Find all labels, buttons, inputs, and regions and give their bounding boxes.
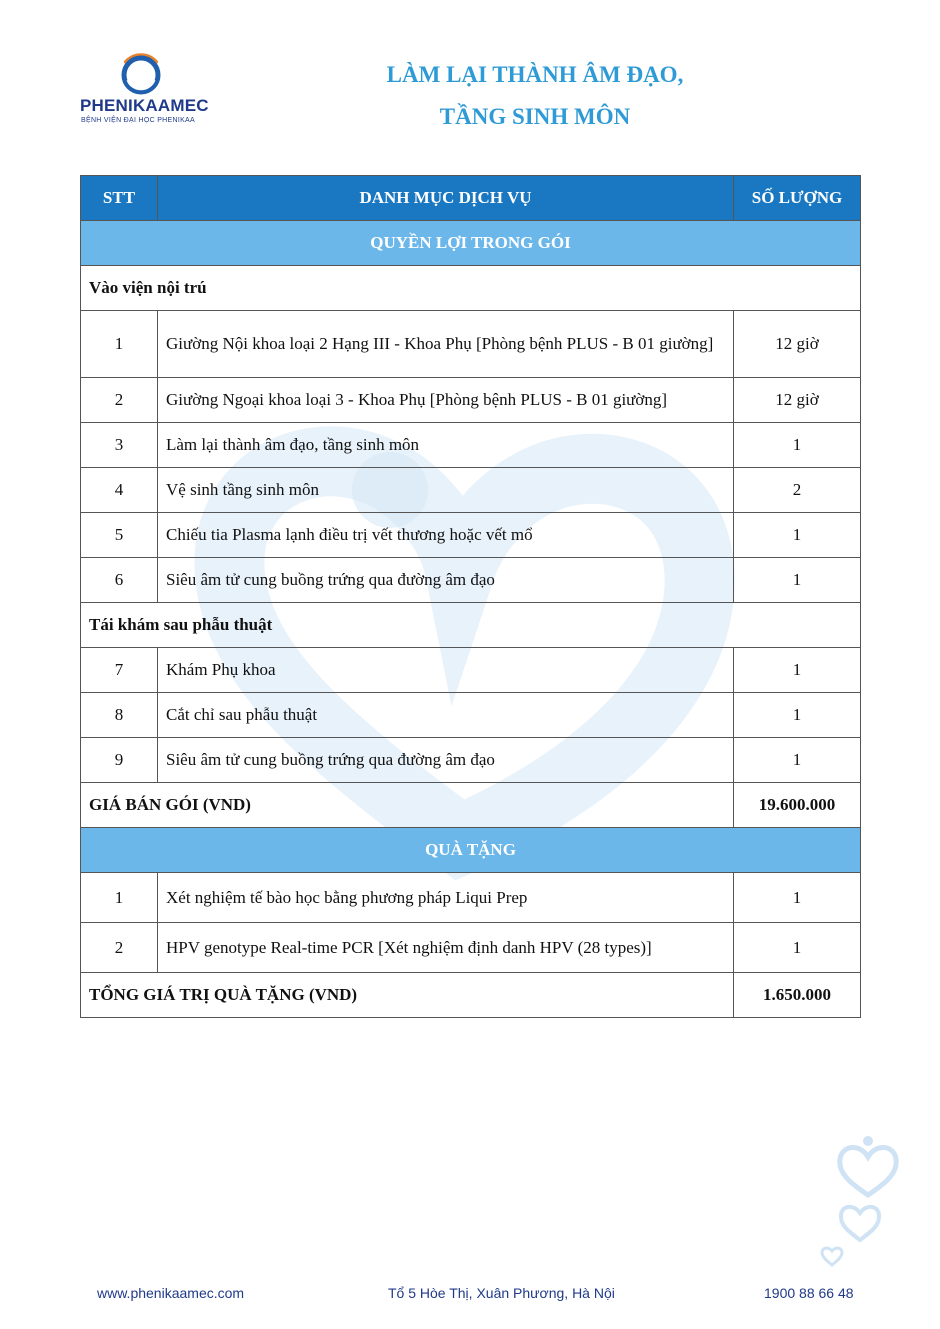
page-title <box>300 54 770 138</box>
row-stt: 7 <box>81 648 158 693</box>
package-price-row <box>81 783 861 828</box>
table-row <box>81 738 861 783</box>
table-row <box>81 378 861 423</box>
table-header-row <box>81 176 861 221</box>
row-service: Giường Nội khoa loại 2 Hạng III - Khoa Phụ [Phòng bệnh PLUS - B 01 giường] <box>158 311 734 378</box>
title-line-1: LÀM LẠI THÀNH ÂM ĐẠO, <box>386 62 684 87</box>
logo-tagline: BỆNH VIỆN ĐẠI HỌC PHENIKAA <box>81 117 195 124</box>
row-qty: 12 giờ <box>734 378 861 423</box>
table-row <box>81 423 861 468</box>
row-stt: 4 <box>81 468 158 513</box>
gift-total-row <box>81 973 861 1018</box>
table-row <box>81 558 861 603</box>
row-stt: 8 <box>81 693 158 738</box>
table-row <box>81 648 861 693</box>
gift-total-label: TỔNG GIÁ TRỊ QUÀ TẶNG (VND) <box>81 973 734 1018</box>
footer-phone[interactable]: 1900 88 66 48 <box>764 1285 854 1301</box>
row-stt: 2 <box>81 378 158 423</box>
header-service: DANH MỤC DỊCH VỤ <box>158 176 734 221</box>
row-stt: 9 <box>81 738 158 783</box>
package-price-value: 19.600.000 <box>734 783 861 828</box>
group-row-followup <box>81 603 861 648</box>
row-service: Xét nghiệm tế bào học bằng phương pháp Liqui Prep <box>158 873 734 923</box>
row-service: Cắt chỉ sau phẫu thuật <box>158 693 734 738</box>
gifts-band-label: QUÀ TẶNG <box>81 828 861 873</box>
row-service: Làm lại thành âm đạo, tầng sinh môn <box>158 423 734 468</box>
row-stt: 5 <box>81 513 158 558</box>
footer-address: Tổ 5 Hòe Thị, Xuân Phương, Hà Nội <box>388 1285 615 1301</box>
table-row <box>81 923 861 973</box>
row-qty: 1 <box>734 923 861 973</box>
logo-wordmark: PHENIKAAMEC <box>80 96 209 115</box>
row-stt: 3 <box>81 423 158 468</box>
group-label: Tái khám sau phẫu thuật <box>81 603 861 648</box>
row-service: Siêu âm tử cung buồng trứng qua đường âm đạo <box>158 738 734 783</box>
gift-total-value: 1.650.000 <box>734 973 861 1018</box>
row-qty: 1 <box>734 558 861 603</box>
logo-mark-icon <box>118 50 164 96</box>
row-qty: 1 <box>734 423 861 468</box>
header-qty: SỐ LƯỢNG <box>734 176 861 221</box>
row-qty: 2 <box>734 468 861 513</box>
row-qty: 1 <box>734 648 861 693</box>
group-row-inpatient <box>81 266 861 311</box>
row-service: Khám Phụ khoa <box>158 648 734 693</box>
package-price-label: GIÁ BÁN GÓI (VND) <box>81 783 734 828</box>
row-stt: 6 <box>81 558 158 603</box>
row-service: Siêu âm tử cung buồng trứng qua đường âm đạo <box>158 558 734 603</box>
title-line-2: TẦNG SINH MÔN <box>439 104 631 129</box>
table-row <box>81 513 861 558</box>
table-row <box>81 693 861 738</box>
header-stt: STT <box>81 176 158 221</box>
row-qty: 1 <box>734 738 861 783</box>
row-service: Vệ sinh tầng sinh môn <box>158 468 734 513</box>
service-table <box>80 175 861 1018</box>
row-service: Giường Ngoại khoa loại 3 - Khoa Phụ [Phòng bệnh PLUS - B 01 giường] <box>158 378 734 423</box>
table-row <box>81 311 861 378</box>
footer-website[interactable]: www.phenikaamec.com <box>97 1285 245 1301</box>
brand-logo <box>80 50 210 130</box>
table-row <box>81 873 861 923</box>
row-service: HPV genotype Real-time PCR [Xét nghiệm định danh HPV (28 types)] <box>158 923 734 973</box>
benefits-band-label: QUYỀN LỢI TRONG GÓI <box>81 221 861 266</box>
row-stt: 1 <box>81 311 158 378</box>
table-row <box>81 468 861 513</box>
gifts-band <box>81 828 861 873</box>
decorative-hearts-icon <box>820 1135 910 1275</box>
benefits-band <box>81 221 861 266</box>
row-qty: 1 <box>734 873 861 923</box>
group-label: Vào viện nội trú <box>81 266 861 311</box>
row-service: Chiếu tia Plasma lạnh điều trị vết thương hoặc vết mổ <box>158 513 734 558</box>
row-qty: 1 <box>734 513 861 558</box>
row-stt: 2 <box>81 923 158 973</box>
row-stt: 1 <box>81 873 158 923</box>
row-qty: 12 giờ <box>734 311 861 378</box>
row-qty: 1 <box>734 693 861 738</box>
